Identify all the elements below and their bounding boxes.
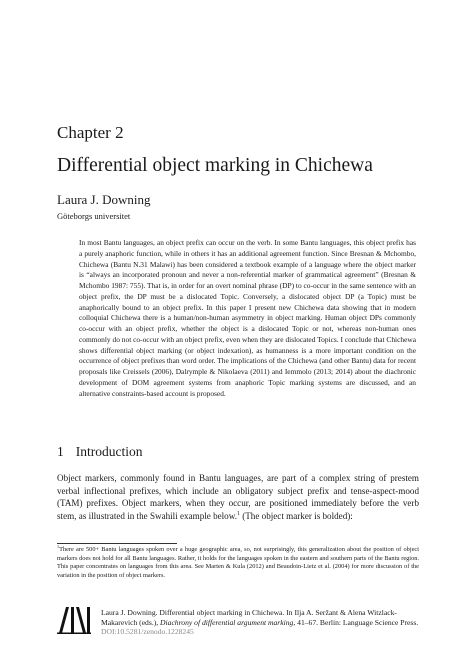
author-name: Laura J. Downing: [57, 192, 151, 207]
citation-pages: , 41–67. Berlin: Language Science Press.: [293, 617, 419, 627]
intro-text: Object markers, commonly found in Bantu languages, are part of a complex string of prestem verbal inflectional prefixes, which include an obligatory subject prefix and tense-aspect-mood (TAM) prefixes. Object markers, when they occur, are positioned immediately before the verb stem, as illustrated in the Swahili example below.: [57, 473, 419, 521]
citation-text: Laura J. Downing. Differential object marking in Chichewa. In Ilja A. Seržant & Alena Witzlack-Makarevich (eds.),: [101, 608, 397, 627]
footnote-text: There are 500+ Bantu languages spoken over a huge geographic area, so, not surprisingly, this generalization about the position of object markers does not hold for all Bantu languages. Rather, it holds for the languages spoken in the eastern and southern parts of the Bantu region. This paper concentrates on languages from this area. See Marten & Kula (2012) and Beaudoin-Lietz et al. (2004) for more discussion of the variation in the position of object markers.: [57, 546, 419, 579]
doi-link[interactable]: DOI:10.5281/zenodo.1228245: [101, 627, 194, 637]
section-title: Introduction: [75, 444, 143, 459]
footnote-reference[interactable]: 1: [236, 510, 240, 517]
chapter-label: Chapter 2: [57, 123, 124, 142]
section-heading: [57, 444, 143, 460]
language-science-press-logo-icon: [57, 604, 91, 634]
intro-paragraph: [57, 472, 419, 522]
author-affiliation: Göteborgs universitet: [57, 211, 131, 221]
intro-text-continued: (The object marker is bolded):: [239, 510, 353, 521]
footnote-divider: [57, 543, 177, 544]
citation: [101, 608, 419, 637]
chapter-title: Differential object marking in Chichewa: [57, 155, 373, 176]
abstract-text: In most Bantu languages, an object prefix can occur on the verb. In some Bantu languages, this object prefix has a purely anaphoric function, while in others it has an additional agreement function. Since Bresnan & Mchombo, Chichewa (Bantu N.31 Malawi) has been considered a textbook example of a language where the object marker is “always an incorporated pronoun and never a non-referential marker of grammatical agreement” (Bresnan & Mchombo 1987: 755). That is, in order for an overt nominal phrase (DP) to co-occur in the same sentence with an object prefix, the DP must be a dislocated Topic. Conversely, a dislocated object DP (a Topic) must be anaphorically bound to an object prefix. In this paper I present new Chichewa data showing that in modern colloquial Chichewa there is a human/non-human asymmetry in object marking. Human object DPs commonly co-occur with an object prefix, whether the object is a dislocated Topic or not, whereas non-human ones commonly do not co-occur with an object prefix, even when they are dislocated Topics. I conclude that Chichewa shows differential object marking (or object indexation), as humanness is a more important condition on the occurrence of object prefixes than word order. The implications of the Chichewa (and other Bantu) data for recent proposals like Creissels (2006), Dalrymple & Nikolaeva (2011) and Iemmolo (2013; 2014) about the diachronic development of DOM agreement systems from anaphoric Topic marking systems are discussed, and an alternative constraints-based account is proposed.: [79, 238, 416, 398]
footnote: [57, 543, 419, 580]
abstract: [79, 238, 416, 399]
footnote-marker: 1: [57, 543, 60, 549]
section-number: 1: [57, 444, 64, 459]
citation-book-title: Diachrony of differential argument marking: [160, 617, 294, 627]
